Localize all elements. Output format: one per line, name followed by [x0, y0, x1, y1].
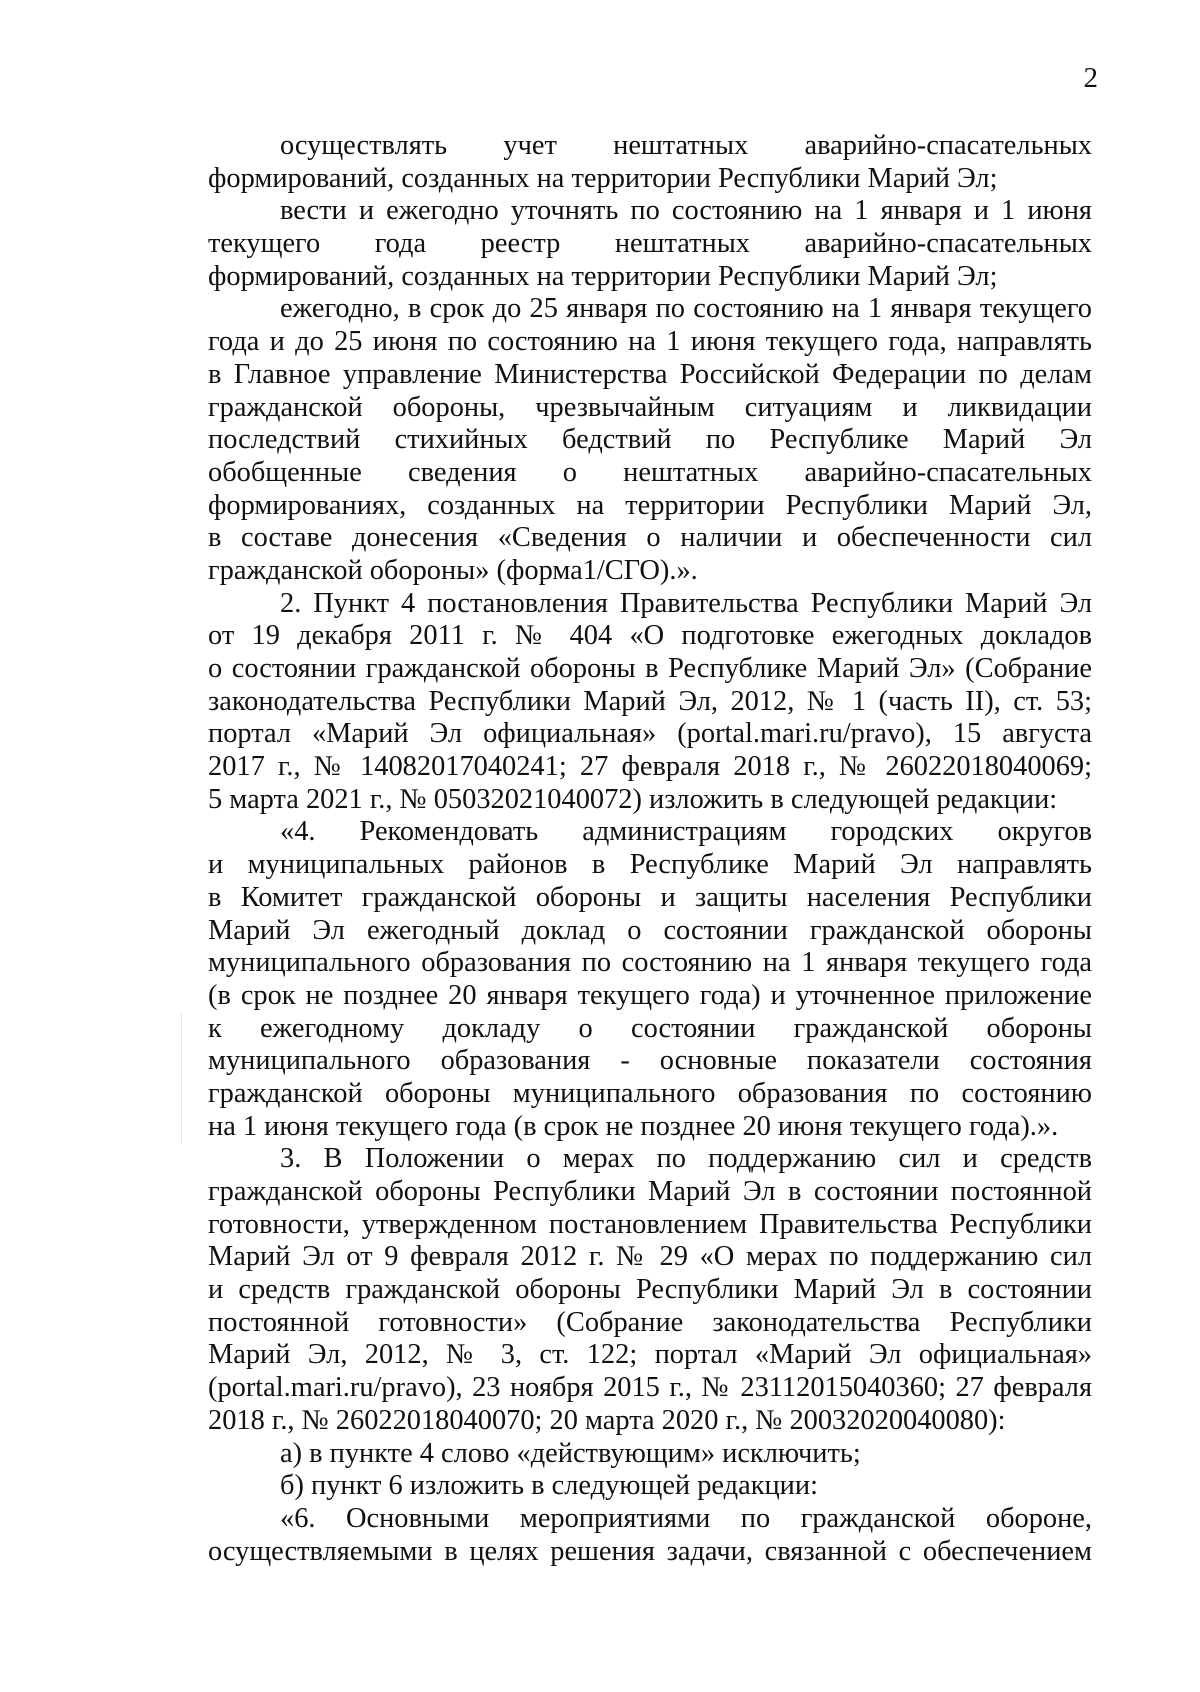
- text-line: 2. Пункт 4 постановления Правительства Республики Марий Эл: [280, 587, 1092, 619]
- text-line: (portal.mari.ru/pravo), 23 ноября 2015 г., № 23112015040360; 27 февраля: [208, 1372, 1092, 1404]
- text-line: к ежегодному докладу о состоянии гражданской обороны: [208, 1012, 1092, 1044]
- text-line: в Главное управление Министерства Российской Федерации по делам: [208, 358, 1092, 390]
- page-number: 2: [1083, 62, 1098, 94]
- text-line: гражданской обороны муниципального образования по состоянию: [208, 1077, 1092, 1109]
- text-line: от 19 декабря 2011 г. № 404 «О подготовке ежегодных докладов: [208, 620, 1092, 652]
- text-line: Марий Эл ежегодный доклад о состоянии гражданской обороны: [208, 914, 1092, 946]
- text-line: «4. Рекомендовать администрациям городских округов: [280, 816, 1092, 848]
- text-line: и средств гражданской обороны Республики Марий Эл в состоянии: [208, 1274, 1092, 1306]
- text-line: в Комитет гражданской обороны и защиты населения Республики: [208, 881, 1092, 913]
- text-line: муниципального образования - основные показатели состояния: [208, 1045, 1092, 1077]
- text-line: (в срок не позднее 20 января текущего года) и уточненное приложение: [208, 979, 1092, 1011]
- text-line: 2017 г., № 14082017040241; 27 февраля 2018 г., № 26022018040069;: [208, 751, 1092, 783]
- text-line: 5 марта 2021 г., № 05032021040072) изложить в следующей редакции:: [208, 783, 1058, 815]
- text-line: на 1 июня текущего года (в срок не позднее 20 июня текущего года).».: [208, 1110, 1059, 1142]
- scan-margin-artifact: [181, 1013, 182, 1143]
- text-line: постоянной готовности» (Собрание законодательства Республики: [208, 1306, 1092, 1338]
- text-line: обобщенные сведения о нештатных аварийно-спасательных: [208, 456, 1092, 488]
- text-line: формирований, созданных на территории Республики Марий Эл;: [208, 260, 998, 292]
- text-line: законодательства Республики Марий Эл, 2012, № 1 (часть II), ст. 53;: [208, 685, 1092, 717]
- text-line: 3. В Положении о мерах по поддержанию сил и средств: [280, 1143, 1092, 1175]
- text-line: готовности, утвержденном постановлением Правительства Республики: [208, 1208, 1092, 1240]
- text-line: о состоянии гражданской обороны в Республике Марий Эл» (Собрание: [208, 653, 1092, 684]
- text-line: формированиях, созданных на территории Республики Марий Эл,: [208, 489, 1092, 521]
- text-line: гражданской обороны, чрезвычайным ситуациям и ликвидации: [208, 391, 1092, 423]
- text-line: портал «Марий Эл официальная» (portal.mari.ru/pravo), 15 августа: [208, 718, 1092, 750]
- text-line: «6. Основными мероприятиями по гражданской обороне,: [280, 1502, 1092, 1534]
- text-line: осуществляемыми в целях решения задачи, связанной с обеспечением: [208, 1535, 1092, 1567]
- text-line: а) в пункте 4 слово «действующим» исключить;: [280, 1437, 861, 1469]
- text-line: текущего года реестр нештатных аварийно-спасательных: [208, 228, 1092, 260]
- text-line: вести и ежегодно уточнять по состоянию на 1 января и 1 июня: [280, 195, 1092, 227]
- text-line: и муниципальных районов в Республике Марий Эл направлять: [208, 849, 1092, 881]
- text-line: в составе донесения «Сведения о наличии и обеспеченности сил: [208, 522, 1092, 554]
- document-body: [208, 130, 1092, 1568]
- text-line: осуществлять учет нештатных аварийно-спасательных: [280, 130, 1092, 161]
- text-line: последствий стихийных бедствий по Республике Марий Эл: [208, 424, 1092, 456]
- text-line: гражданской обороны Республики Марий Эл в состоянии постоянной: [208, 1176, 1092, 1207]
- text-line: гражданской обороны» (форма1/СГО).».: [208, 554, 698, 586]
- text-line: ежегодно, в срок до 25 января по состоянию на 1 января текущего: [280, 293, 1092, 325]
- text-line: формирований, созданных на территории Республики Марий Эл;: [208, 162, 998, 194]
- text-line: Марий Эл, 2012, № 3, ст. 122; портал «Марий Эл официальная»: [208, 1339, 1092, 1371]
- text-line: муниципального образования по состоянию на 1 января текущего года: [208, 947, 1092, 979]
- text-line: года и до 25 июня по состоянию на 1 июня текущего года, направлять: [208, 326, 1092, 358]
- text-line: б) пункт 6 изложить в следующей редакции:: [280, 1470, 818, 1502]
- text-line: 2018 г., № 26022018040070; 20 марта 2020 г., № 20032020040080):: [208, 1404, 1006, 1436]
- text-line: Марий Эл от 9 февраля 2012 г. № 29 «О мерах по поддержанию сил: [208, 1241, 1092, 1273]
